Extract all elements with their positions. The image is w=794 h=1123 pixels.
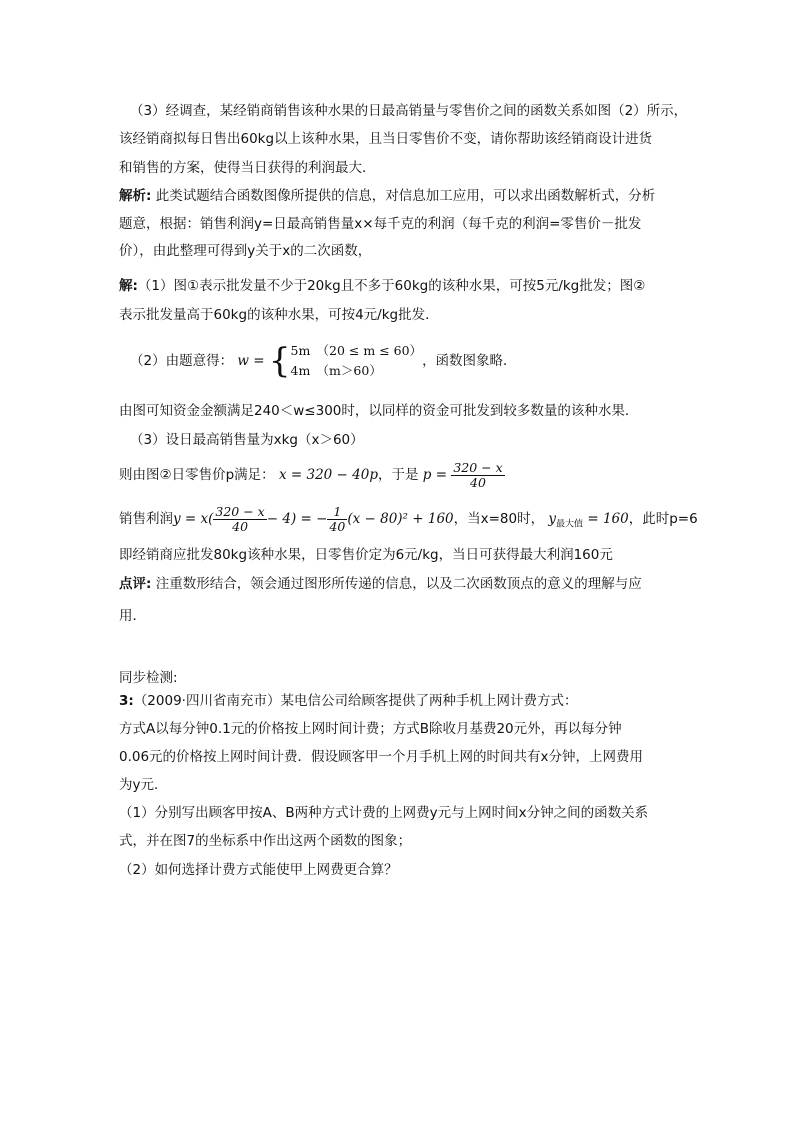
section-title: 同步检测: <box>119 670 178 686</box>
text-line: 为y元． <box>119 777 168 793</box>
fraction: $\frac{1}{40}$ <box>329 503 346 534</box>
comment-label: 点评: <box>119 576 152 592</box>
text-line: 由图可知资金金额满足240＜w≤300时，以同样的资金可批发到较多数量的该种水果． <box>119 403 639 419</box>
text-line: 注重数形结合，领会通过图形所传递的信息，以及二次函数顶点的意义的理解与应 <box>151 576 642 592</box>
equation-line: 则由图②日零售价p满足： x = 320 − 40p，于是 p = $\frac{320 - x}{40}$ <box>119 459 503 490</box>
question-number: 3: <box>119 693 134 709</box>
text-line: 该经销商拟每日售出60kg以上该种水果，且当日零售价不变，请你帮助该经销商设计进货 <box>119 131 653 147</box>
text-line: 表示批发量高于60kg的该种水果，可按4元/kg批发． <box>119 307 439 323</box>
text-line: 用． <box>119 608 146 624</box>
text-line: （1）分别写出顾客甲按A、B两种方式计费的上网费y元与上网时间x分钟之间的函数关系 <box>119 805 649 821</box>
text-line: 价），由此整理可得到y关于x的二次函数， <box>119 243 372 259</box>
text-line: 即经销商应批发80kg该种水果，日零售价定为6元/kg，当日可获得最大利润160元 <box>119 547 613 563</box>
text-line: 0.06元的价格按上网时间计费．假设顾客甲一个月手机上网的时间共有x分钟，上网费用 <box>119 749 644 765</box>
text-line: 此类试题结合函数图像所提供的信息，对信息加工应用，可以求出函数解析式，分析 <box>151 188 656 204</box>
text-line: （2）如何选择计费方式能使甲上网费更合算？ <box>119 862 398 878</box>
analysis-label: 解析: <box>119 188 152 204</box>
text-line: 方式A以每分钟0.1元的价格按上网时间计费；方式B除收月基费20元外，再以每分钟 <box>119 721 622 737</box>
text-line: 和销售的方案，使得当日获得的利润最大． <box>119 160 376 176</box>
text-line: （2009·四川省南充市）某电信公司给顾客提供了两种手机上网计费方式： <box>133 693 578 709</box>
solution-label: 解: <box>119 278 138 294</box>
text-line: 式，并在图7的坐标系中作出这两个函数的图象； <box>119 833 412 849</box>
fraction: $\frac{320 - x}{40}$ <box>215 503 265 534</box>
piecewise-line: （2）由题意得： w = { 5m （20 ≤ m ≤ 60） 4m （m＞60） ，函数图象略． <box>130 341 517 381</box>
text-line: 题意，根据：销售利润y=日最高销售量x×每千克的利润（每千克的利润=零售价－批发 <box>119 216 642 232</box>
equation-line: 销售利润y = x( $\frac{320 - x}{40}$ − 4) = − $\frac{1}{40}$ (x − 80)² + 160，当x=80时， $y_{最大值} = 160$，此时p=6 <box>119 503 698 534</box>
text-line: （1）图①表示批发量不少于20kg且不多于60kg的该种水果，可按5元/kg批发；图② <box>137 278 646 294</box>
brace: { <box>268 341 291 381</box>
text-line: （3）设日最高销售量为xkg（x＞60） <box>130 432 364 448</box>
piecewise-cases: 5m （20 ≤ m ≤ 60） 4m （m＞60） <box>290 343 423 378</box>
fraction: $\frac{320 - x}{40}$ <box>453 459 503 490</box>
text-line: （3）经调查，某经销商销售该种水果的日最高销量与零售价之间的函数关系如图（2）所示， <box>130 103 688 119</box>
